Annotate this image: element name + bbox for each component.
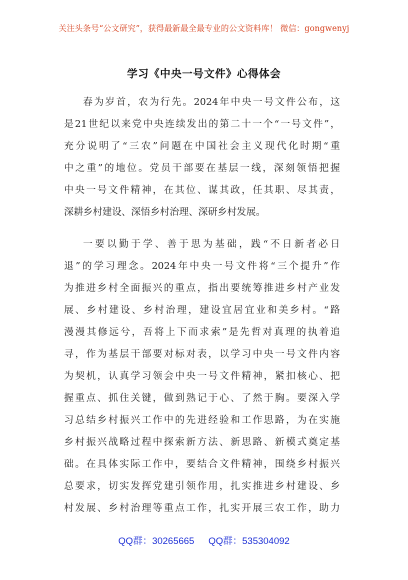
paragraph-line: 深耕乡村建设、深悟乡村治理、深研乡村发展。 — [64, 207, 266, 218]
qq-group-2: QQ群：535304092 — [208, 536, 290, 547]
paragraph-line: 退”的学习理念。2024年中央一号文件将“三个提升”作 — [64, 261, 340, 272]
paragraph-2 — [64, 234, 340, 520]
document-title: 学习《中央一号文件》心得体会 — [127, 68, 281, 80]
paragraph-line: 为推进乡村全面振兴的重点，指出要统筹推进乡村产业发 — [64, 283, 340, 294]
qq-group-1: QQ群：30265665 — [118, 536, 195, 547]
paragraph-line: 中之重”的地位。党员干部要在基层一线，深刻领悟把握 — [64, 163, 340, 174]
paragraph-line: 一要以勤于学、善于思为基础，践“不日新者必日 — [83, 239, 340, 250]
paragraph-line: 础。在具体实际工作中，要结合文件精神，围绕乡村振兴 — [64, 459, 340, 470]
paragraph-line: 展、乡村建设、乡村治理，建设宜居宜业和美乡村。“路 — [64, 305, 340, 316]
paragraph-line: 充分说明了“三农”问题在中国社会主义现代化时期“重 — [64, 141, 340, 152]
paragraph-line: 总要求，切实发挥党建引领作用，扎实推进乡村建设、乡 — [64, 481, 340, 492]
paragraph-line: 为契机，认真学习领会中央一号文件精神，紧扣核心、把 — [64, 371, 340, 382]
paragraph-line: 习总结乡村振兴工作中的先进经验和工作思路，为在实施 — [64, 415, 340, 426]
paragraph-1 — [64, 92, 340, 224]
header-banner: 关注头条号“公文研究”，获得最新最全最专业的公文资料库！ 微信：gongwenyj — [58, 24, 350, 33]
paragraph-line: 漫漫其修远兮，吾将上下而求索”是先哲对真理的执着追 — [64, 327, 340, 338]
paragraph-line: 春为岁首，农为行先。2024年中央一号文件公布，这 — [83, 97, 340, 108]
paragraph-line: 是21世纪以来党中央连续发出的第二十一个“一号文件”， — [64, 119, 340, 130]
paragraph-line: 村发展、乡村治理等重点工作，扎实开展三农工作，助力 — [64, 503, 340, 514]
paragraph-line: 乡村振兴战略过程中探索新方法、新思路、新模式奠定基 — [64, 437, 340, 448]
footer-contact — [0, 533, 408, 547]
paragraph-line: 寻，作为基层干部要对标对表，以学习中央一号文件内容 — [64, 349, 340, 360]
paragraph-line: 握重点、抓住关键，做到熟记于心、了然于胸。要深入学 — [64, 393, 340, 404]
paragraph-line: 中央一号文件精神，在其位、谋其政，任其职、尽其责， — [64, 185, 340, 196]
